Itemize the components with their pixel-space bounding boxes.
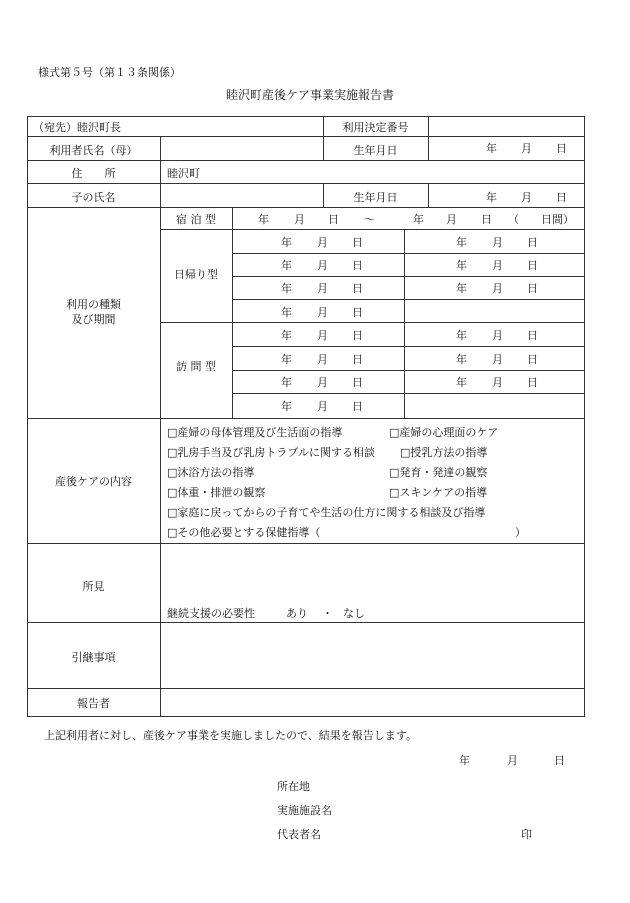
- stay-type-label: 宿 泊 型: [176, 213, 216, 226]
- decision-number-field[interactable]: [429, 117, 583, 135]
- care-checkbox-bathing[interactable]: □沐浴方法の指導: [167, 466, 255, 479]
- user-birthdate-label: 生年月日: [353, 144, 398, 157]
- user-name-field[interactable]: [161, 137, 322, 159]
- care-checkbox-skincare[interactable]: □スキンケアの指導: [389, 486, 488, 499]
- care-checkbox-psychological-care[interactable]: □産婦の心理面のケア: [389, 426, 499, 439]
- addressee: （宛先）睦沢町長: [33, 121, 121, 134]
- location-label: 所在地: [277, 780, 310, 793]
- care-other-close-paren: ）: [515, 526, 526, 539]
- document-title: 睦沢町産後ケア事業実施報告書: [226, 88, 395, 102]
- continuation-yes-option[interactable]: あり: [286, 607, 308, 620]
- continuation-label: 継続支援の必要性: [167, 607, 255, 620]
- user-name-label: 利用者氏名（母）: [49, 144, 138, 157]
- reporter-label: 報告者: [77, 697, 110, 710]
- representative-label: 代表者名: [277, 828, 321, 841]
- care-checkbox-maternal-management[interactable]: □産婦の母体管理及び生活面の指導: [167, 426, 343, 439]
- care-content-label: 産後ケアの内容: [55, 475, 132, 488]
- stay-days: （ 日間）: [508, 213, 574, 226]
- address-value[interactable]: 睦沢町: [167, 167, 200, 180]
- child-name-field[interactable]: [161, 184, 322, 206]
- stay-tilde: ～: [364, 213, 375, 226]
- form-number: 様式第５号（第１３条関係）: [38, 66, 181, 79]
- handover-label: 引継事項: [71, 651, 116, 664]
- child-birthdate-label: 生年月日: [353, 191, 398, 204]
- seal-mark: 印: [521, 828, 532, 841]
- address-label: 住 所: [71, 167, 116, 180]
- findings-label: 所見: [82, 580, 105, 593]
- care-checkbox-development[interactable]: □発育・発達の観察: [389, 466, 488, 479]
- day-type-label: 日帰り型: [174, 268, 218, 281]
- care-checkbox-home-childcare[interactable]: □家庭に戻ってからの子育てや生活の仕方に関する相談及び指導: [167, 506, 486, 519]
- findings-field[interactable]: [161, 544, 583, 602]
- handover-field[interactable]: [161, 623, 583, 687]
- continuation-separator: ・: [322, 607, 333, 620]
- care-checkbox-breast-care[interactable]: □乳房手当及び乳房トラブルに関する相談: [167, 446, 375, 459]
- visit-type-label: 訪 問 型: [176, 360, 216, 373]
- decision-number-label: 利用決定番号: [342, 121, 409, 134]
- care-checkbox-other[interactable]: □その他必要とする保健指導（: [167, 526, 321, 539]
- usage-type-label: 利用の種類 及び期間: [66, 298, 121, 326]
- care-checkbox-breastfeeding[interactable]: □授乳方法の指導: [400, 446, 488, 459]
- continuation-no-option[interactable]: なし: [343, 607, 365, 620]
- report-statement: 上記利用者に対し、産後ケア事業を実施しましたので、結果を報告します。: [44, 729, 417, 742]
- care-checkbox-weight-excretion[interactable]: □体重・排泄の観察: [167, 486, 266, 499]
- facility-label: 実施施設名: [277, 804, 332, 817]
- reporter-field[interactable]: [161, 689, 583, 715]
- child-name-label: 子の氏名: [71, 191, 116, 204]
